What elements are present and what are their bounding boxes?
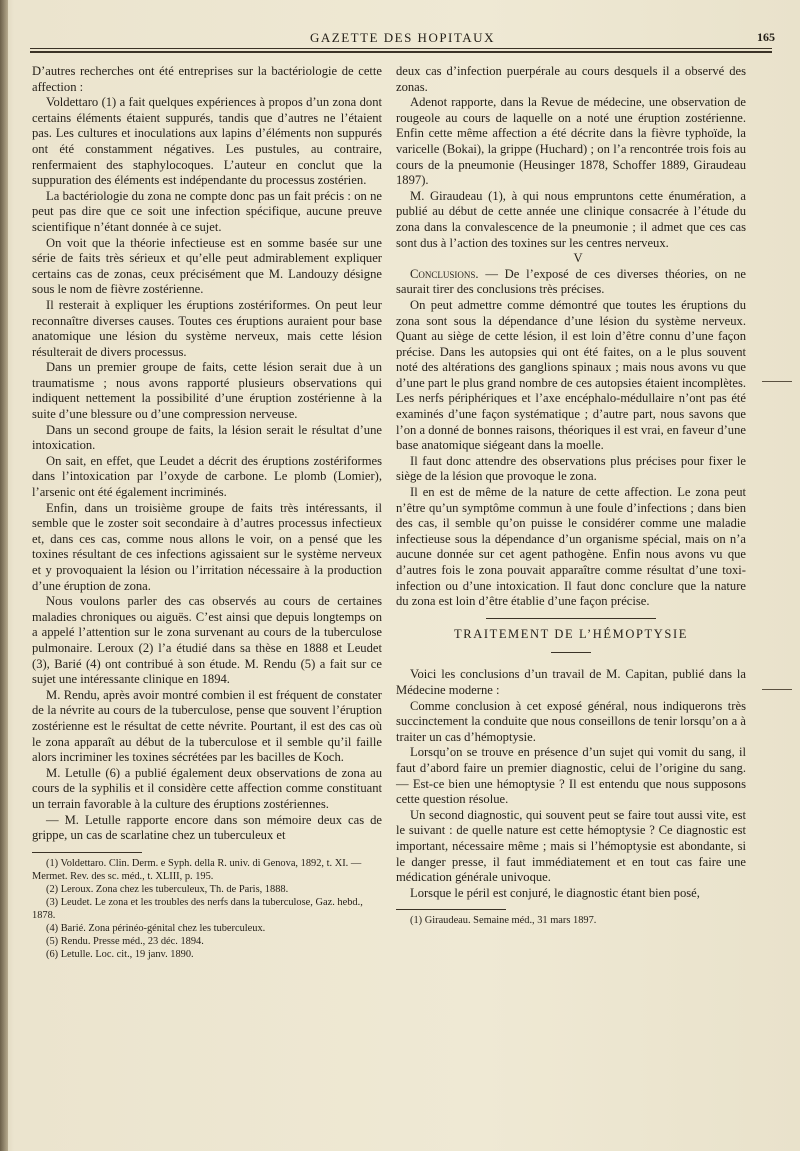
footnote-rule — [32, 852, 142, 853]
footnote: (6) Letulle. Loc. cit., 19 janv. 1890. — [46, 948, 194, 960]
paragraph: — M. Letulle rapporte encore dans son mémoire deux cas de grippe, un cas de scarlatine chez un tuberculeux et — [32, 812, 382, 843]
paragraph: On voit que la théorie infectieuse est en somme basée sur une série de faits très sérieux et qu’elle peut admirablement expliquer certains cas de zonas, ceux précisément que M. Landouzy désigne sous le nom de fièvre zostérienne. — [32, 235, 382, 297]
journal-title: GAZETTE DES HOPITAUX — [310, 30, 495, 45]
paragraph: deux cas d’infection puerpérale au cours desquels il a observé des zonas. — [396, 64, 746, 94]
paragraph: Lorsqu’on se trouve en présence d’un sujet qui vomit du sang, il faut d’abord faire un premier diagnostic, celui de l’origine du sang. — Est-ce bien une hémoptysie ? Il est entendu que nous supposons cette question résolue. — [396, 745, 746, 807]
footnote: (5) Rendu. Presse méd., 23 déc. 1894. — [46, 935, 204, 947]
section-divider — [486, 618, 656, 619]
header-rule-thick — [30, 51, 772, 53]
footnote-rule — [396, 909, 506, 910]
paragraph: Lorsque le péril est conjuré, le diagnostic étant bien posé, — [410, 885, 700, 900]
paragraph: Adenot rapporte, dans la Revue de médecine, une observation de rougeole au cours de laquelle on a noté une éruption zostérienne. Enfin cette même affection a été décrite dans la fièvre typhoïde, la varicelle (Bokai), la grippe (Huchard) ; on l’a rencontrée trois fois au cours de la pneumonie (Heusinger 1878, Schoffer 1889, Giraudeau 1897). — [396, 95, 746, 188]
paragraph: On peut admettre comme démontré que toutes les éruptions du zona sont sous la dépendance d’une lésion du système nerveux. Quant au siège de cette lésion, il est loin d’être connu d’une façon précise. Dans les autopsies qui ont été faites, on a le plus souvent noté des altérations des ganglions spinaux ; mais nous avons vu que d’une part le plus grand nombre de ces autopsies étaient incomplètes. Les nerfs périphériques et l’axe encéphalo-médullaire n’ont pas été examinés d’une façon systématique ; d’autre part, nous savons que l’on a donné de bonnes raisons, théoriques il est vrai, en faveur d’une base anatomique siégeant dans la moelle. — [396, 297, 746, 453]
footnote: (3) Leudet. Le zona et les troubles des nerfs dans la tuberculose, Gaz. hebd., 1878. — [32, 896, 363, 921]
paragraph: M. Giraudeau (1), à qui nous empruntons cette énumération, a publié au début de cette année une clinique consacrée à l’étude du zona dans la convalescence de la pneumonie ; il admet que ces cas sont dus à l’action des toxines sur les centres nerveux. — [396, 188, 746, 250]
page-header — [30, 22, 775, 46]
margin-mark — [762, 689, 792, 690]
paragraph: Dans un second groupe de faits, la lésion serait le résultat d’une intoxication. — [32, 422, 382, 453]
footnote: (4) Barié. Zona périnéo-génital chez les tuberculeux. — [46, 922, 266, 934]
right-column — [396, 64, 746, 927]
paragraph: D’autres recherches ont été entreprises sur la bactériologie de cette affection : — [32, 64, 382, 94]
paragraph: Comme conclusion à cet exposé général, nous indiquerons très succinctement la conduite que nous conseillons de tenir lorsqu’on a à traiter un cas d’hémoptysie. — [396, 698, 746, 744]
paragraph: Un second diagnostic, qui souvent peut se faire tout aussi vite, est le suivant : de quelle nature est cette hémoptysie ? Ce diagnostic est important, nécessaire même ; mais si l’hémoptysie est abondante, si le danger presse, il faut immédiatement et en tout cas faire une médication générale univoque. — [396, 807, 746, 885]
paragraph: Voici les conclusions d’un travail de M. Capitan, publié dans la Médecine moderne : — [396, 667, 746, 697]
paragraph: Nous voulons parler des cas observés au cours de certaines maladies chroniques ou aiguës. C’est ainsi que depuis longtemps on a appelé l’attention sur le zona survenant au cours de la tuberculose pulmonaire. Leroux (2) l’a étudié dans sa thèse en 1888 et Leudet (3), Barié (4) ont contribué à son étude. M. Rendu (5) a fait sur ce sujet une intéressante clinique en 1894. — [32, 594, 382, 687]
paragraph: Il en est de même de la nature de cette affection. Le zona peut n’être qu’un symptôme commun à une foule d’infections ; dans bien des cas, il semble qu’on puisse le considérer comme une maladie infectieuse sous la dépendance d’un organisme spécial, mais on n’a aucune donnée sur cet agent pathogène. Enfin nous avons vu que d’autres fois le zona pouvait apparaître comme résultat d’une toxi-infection ou d’une intoxication. Il faut donc conclure que la nature du zona est loin d’être établie d’une façon précise. — [396, 485, 746, 609]
paragraph: M. Rendu, après avoir montré combien il est fréquent de constater de la névrite au cours de la tuberculose, pense que souvent l’éruption zostérienne est le résultat de cette névrite. Pourtant, il est des cas où le zona apparaît au début de la tuberculose et il semble qu’il faille alors incriminer les toxines sécrétées par les bacilles de Koch. — [32, 687, 382, 765]
section-number: V — [573, 251, 583, 266]
footnote: (1) Giraudeau. Semaine méd., 31 mars 1897. — [410, 915, 597, 927]
paragraph: Dans un premier groupe de faits, cette lésion serait due à un traumatisme ; nous avons rapporté plusieurs observations qui indiquent nettement la possibilité d’une éruption zostérienne à la suite d’une blessure ou d’une compression nerveuse. — [32, 360, 382, 422]
paragraph: M. Letulle (6) a publié également deux observations de zona au cours de la syphilis et il considère cette affection comme constituant un terrain favorable à la culture des éruptions zostériennes. — [32, 765, 382, 811]
paragraph: Il faut donc attendre des observations plus précises pour fixer le siège de la lésion que provoque le zona. — [396, 453, 746, 484]
paragraph: On sait, en effet, que Leudet a décrit des éruptions zostériformes dans l’intoxication par l’oxyde de carbone. Le plomb (Lomier), l’arsenic ont été également incriminés. — [32, 453, 382, 500]
section-title: TRAITEMENT DE L’HÉMOPTYSIE — [454, 626, 688, 641]
paragraph: Voldettaro (1) a fait quelques expériences à propos d’un zona dont certains éléments étaient suppurés, tandis que d’autres ne l’étaient pas. Les cultures et inoculations aux lapins d’éléments non suppurés ont été constamment négatives. Les pustules, au contraire, renfermaient des staphylocoques. L’auteur en conclut que la suppuration des éléments est indépendante du processus zostérien. — [32, 95, 382, 188]
paragraph-text: — De l’exposé de ces diverses théories, on ne saurait tirer des conclusions très précises. — [396, 266, 746, 297]
margin-mark — [762, 381, 792, 382]
footnote: (1) Voldettaro. Clin. Derm. e Syph. della R. univ. di Genova, 1892, t. XI. — Mermet. Rev. des sc. méd., t. XLIII, p. 195. — [32, 857, 362, 882]
binding-edge — [0, 0, 8, 1151]
paragraph: Il resterait à expliquer les éruptions zostériformes. On peut leur reconnaître diverses causes. Toutes ces éruptions auraient pour base anatomique une lésion du système nerveux, mais cette lésion résulterait de divers processus. — [32, 297, 382, 359]
paragraph: Enfin, dans un troisième groupe de faits très intéressants, il semble que le zoster soit secondaire à d’autres processus infectieux et, dans ces cas, comme nous allons le voir, on a pensé que les toxines résultant de ces infections agissaient sur le système nerveux et y provoquaient la lésion ou l’irritation nécessaire à la production d’une éruption de zona. — [32, 500, 382, 593]
left-column — [32, 64, 382, 961]
page-number: 165 — [757, 30, 775, 44]
paragraph: La bactériologie du zona ne compte donc pas un fait précis : on ne peut pas dire que ce soit une infection spécifique, aucune preuve scientifique n’étant donnée à ce sujet. — [32, 188, 382, 234]
footnote: (2) Leroux. Zona chez les tuberculeux, Th. de Paris, 1888. — [46, 883, 289, 895]
paragraph — [396, 267, 746, 298]
conclusions-label: Conclusions. — [410, 266, 479, 281]
title-underline — [551, 652, 591, 653]
header-rule — [30, 48, 772, 49]
